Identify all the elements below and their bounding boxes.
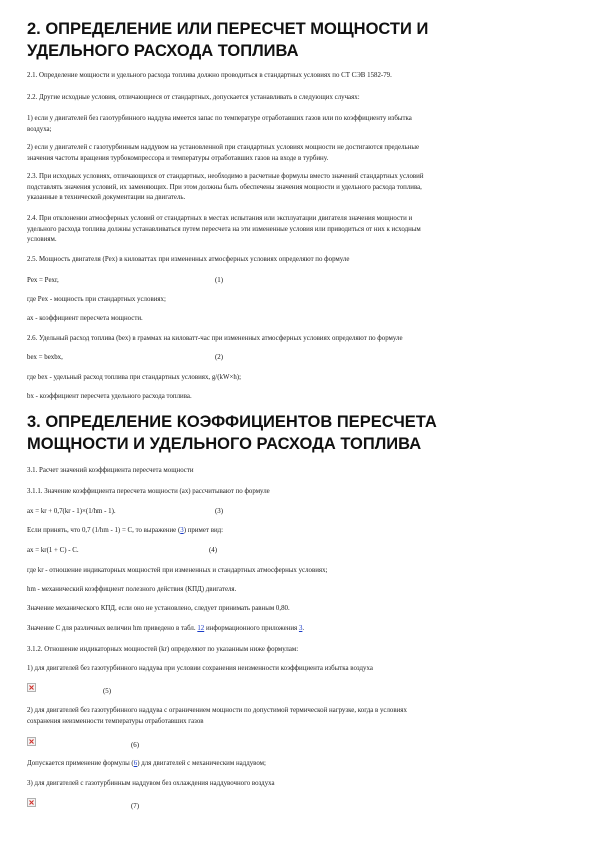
formula-number: (3) <box>215 508 224 515</box>
paragraph-2-2-item-1: 1) если у двигателей без газотурбинного наддува имеется запас по температуре отработавших газов или по коэффициенту избытка воздуха; <box>27 115 412 133</box>
formula-number: (6) <box>131 742 140 749</box>
heading-line: УДЕЛЬНОГО РАСХОДА ТОПЛИВА <box>27 42 299 60</box>
broken-image-icon <box>27 683 36 692</box>
section-2-heading <box>27 18 572 62</box>
paragraph-2-6: 2.6. Удельный расход топлива (bex) в граммах на киловатт-час при измененных атмосферных условиях определяют по формуле <box>27 335 403 342</box>
paragraph-3-1: 3.1. Расчет значений коэффициента пересчета мощности <box>27 467 194 474</box>
formula-2: bex = bexbx, <box>27 354 63 361</box>
paragraph-2-2-item-2: 2) если у двигателей с газотурбинным наддувом на установленной при стандартных условиях мощности не достигаются предельные значения частоты вращения турбокомпрессора и температуры отработавших газов на входе в турбину. <box>27 144 420 162</box>
formula-4: ax = kr(1 + C) - C. <box>27 547 79 554</box>
case-1: 1) для двигателей без газотурбинного наддува при условии сохранения неизменности коэффициента избытка воздуха <box>27 665 373 672</box>
paragraph-formula-6-usage: Допускается применение формулы (6) для двигателей с механическим наддувом; <box>27 760 266 767</box>
paragraph-hm-definition: hm - механический коэффициент полезного действия (КПД) двигателя. <box>27 586 237 593</box>
formula-1-coefficient: ax - коэффициент пересчета мощности. <box>27 315 143 322</box>
formula-number: (7) <box>131 803 140 810</box>
formula-3: ax = kr + 0,7(kr - 1)×(1/hm - 1). <box>27 508 116 515</box>
section-3-heading <box>27 411 572 455</box>
formula-6-link[interactable]: 6 <box>133 760 138 767</box>
formula-3-link[interactable]: 3 <box>180 527 184 534</box>
paragraph-2-1: 2.1. Определение мощности и удельного расхода топлива должно проводиться в стандартных условиях по СТ СЭВ 1582-79. <box>27 72 392 79</box>
paragraph-2-5: 2.5. Мощность двигателя (Pex) в киловаттах при измененных атмосферных условиях определяют по формуле <box>27 256 350 263</box>
paragraph-2-2: 2.2. Другие исходные условия, отличающиеся от стандартных, допускается устанавливать в следующих случаях: <box>27 94 360 101</box>
paragraph-3-1-2: 3.1.2. Отношение индикаторных мощностей (kr) определяют по указанным ниже формулам: <box>27 646 299 653</box>
paragraph-c-values: Значение С для различных величин hm приведено в табл. 12 информационного приложения 3. <box>27 625 305 632</box>
paragraph-kpd-default: Значение механического КПД, если оно не установлено, следует принимать равным 0,80. <box>27 605 290 612</box>
formula-number: (4) <box>209 547 218 554</box>
paragraph-kr-definition: где kr - отношение индикаторных мощностей при измененных и стандартных атмосферных условиях; <box>27 567 328 574</box>
paragraph-substitution: Если принять, что 0,7 (1/hm - 1) = С, то выражение (3) примет вид: <box>27 527 224 534</box>
formula-number: (1) <box>215 277 224 284</box>
formula-number: (2) <box>215 354 224 361</box>
appendix-3-link[interactable]: 3 <box>298 625 303 632</box>
formula-2-coefficient: bx - коэффициент пересчета удельного расхода топлива. <box>27 393 192 400</box>
broken-image-icon <box>27 737 36 746</box>
case-3: 3) для двигателей с газотурбинным наддувом без охлаждения наддувочного воздуха <box>27 780 275 787</box>
paragraph-3-1-1: 3.1.1. Значение коэффициента пересчета мощности (ax) рассчитывают по формуле <box>27 488 270 495</box>
formula-1: Pex = Pexr, <box>27 277 59 284</box>
broken-image-icon <box>27 798 36 807</box>
heading-line: 3. ОПРЕДЕЛЕНИЕ КОЭФФИЦИЕНТОВ ПЕРЕСЧЕТА <box>27 413 437 431</box>
table-12-link[interactable]: 12 <box>197 625 205 632</box>
heading-line: МОЩНОСТИ И УДЕЛЬНОГО РАСХОДА ТОПЛИВА <box>27 435 422 453</box>
formula-number: (5) <box>103 688 112 695</box>
paragraph-2-4: 2.4. При отклонении атмосферных условий от стандартных в местах испытания или эксплуатации двигателя значения мощности и удельного расхода топлива должны устанавливаться путем пересчета на эти измененные условия или приводиться от них к исходным условиям. <box>27 215 421 243</box>
case-2: 2) для двигателей без газотурбинного наддува с ограничением мощности по допустимой термической нагрузке, когда в условиях сохранения неизменности температуры отработавших газов <box>27 707 407 725</box>
formula-1-explanation: где Pex - мощность при стандартных условиях; <box>27 296 166 303</box>
formula-2-explanation: где bex - удельный расход топлива при стандартных условиях, g/(kW×h); <box>27 374 241 381</box>
heading-line: 2. ОПРЕДЕЛЕНИЕ ИЛИ ПЕРЕСЧЕТ МОЩНОСТИ И <box>27 20 429 38</box>
paragraph-2-3: 2.3. При исходных условиях, отличающихся от стандартных, необходимо в расчетные формулы вместо значений стандартных условий подставлять значения условий, их заменяющих. При этом должны быть обеспечены значения мощности и удельного расхода топлива, указанные в технической документации на двигатель. <box>27 173 424 201</box>
